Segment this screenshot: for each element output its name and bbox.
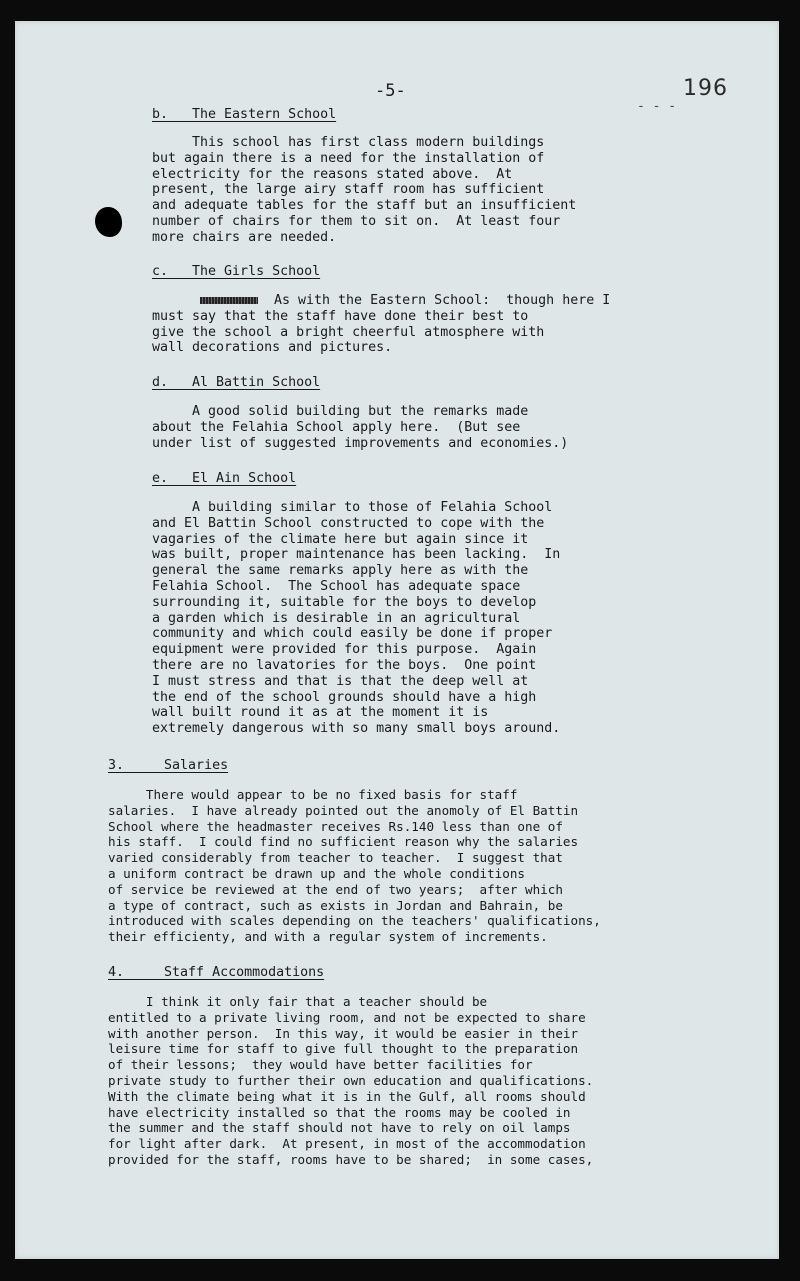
text-line: Felahia School. The School has adequate space (152, 578, 521, 594)
text-line: with another person. In this way, it would be easier in their (108, 1025, 579, 1041)
text-line: for light after dark. At present, in most of the accommodation (108, 1136, 586, 1152)
text-line: private study to further their own education and qualifications. (108, 1072, 594, 1088)
text-line: and adequate tables for the staff but an insufficient (152, 198, 577, 214)
text-line: of service be reviewed at the end of two years; after which (108, 881, 563, 897)
paragraph-staff-accommodations (108, 994, 593, 1168)
text-line: extremely dangerous with so many small boys around. (152, 721, 561, 737)
text-line: the end of the school grounds should have a high (152, 689, 537, 705)
text-line: equipment were provided for this purpose. Again (152, 642, 537, 658)
paragraph-salaries (108, 787, 601, 945)
text-line: but again there is a need for the installation of (152, 150, 545, 166)
text-line: A building similar to those of Felahia School (152, 500, 553, 515)
text-line: A good solid building but the remarks made (152, 404, 529, 419)
text-line: community and which could easily be done if proper (152, 626, 553, 642)
section-heading-staff-accommodations: 4. Staff Accommodations (108, 965, 325, 980)
text-line: There would appear to be no fixed basis for staff (108, 787, 518, 802)
section-heading-el-ain-school: e. El Ain School (152, 471, 297, 486)
text-line: salaries. I have already pointed out the anomoly of El Battin (108, 802, 579, 818)
text-line: their efficienty, and with a regular system of increments. (108, 929, 548, 945)
text-line: was built, proper maintenance has been lacking. In (152, 547, 561, 563)
paragraph-girls-school (152, 293, 610, 356)
paragraph-al-battin-school (152, 404, 568, 451)
page-number: -5- (375, 81, 406, 101)
paragraph-el-ain-school (152, 500, 560, 737)
text-line: the summer and the staff should not have to rely on oil lamps (108, 1120, 571, 1136)
text-line: his staff. I could find no sufficient reason why the salaries (108, 834, 579, 850)
text-line: wall built round it as at the moment it is (152, 705, 489, 721)
text-line: varied considerably from teacher to teacher. I suggest that (108, 850, 563, 866)
text-line: electricity for the reasons stated above. At (152, 166, 513, 182)
text-line: present, the large airy staff room has sufficient (152, 182, 545, 198)
text-line: entitled to a private living room, and not be expected to share (108, 1009, 586, 1025)
text-line: of their lessons; they would have better facilities for (108, 1057, 533, 1073)
text-line: under list of suggested improvements and economies.) (152, 435, 569, 451)
text-line: I think it only fair that a teacher should be (108, 994, 488, 1009)
text-line: vagaries of the climate here but again since it (152, 531, 529, 547)
folio-number: 196 (683, 76, 728, 101)
text-line: must say that the staff have done their best to (152, 308, 529, 324)
punch-hole (95, 207, 122, 237)
text-line: and El Battin School constructed to cope with the (152, 515, 545, 531)
text-line: give the school a bright cheerful atmosphere with (152, 324, 545, 340)
struck-out-word (200, 297, 258, 304)
text-line: I must stress and that is that the deep well at (152, 673, 529, 689)
text-line: there are no lavatories for the boys. One point (152, 657, 537, 673)
text-line (152, 293, 610, 309)
text-line: more chairs are needed. (152, 229, 337, 245)
text-line: provided for the staff, rooms have to be shared; in some cases, (108, 1151, 594, 1167)
typed-page (15, 21, 779, 1259)
text-line: wall decorations and pictures. (152, 340, 393, 356)
section-heading-salaries: 3. Salaries (108, 758, 229, 773)
paragraph-eastern-school (152, 135, 576, 246)
text-line: School where the headmaster receives Rs.140 less than one of (108, 818, 563, 834)
section-heading-eastern-school: b. The Eastern School (152, 107, 337, 122)
text-line: introduced with scales depending on the teachers' qualifications, (108, 913, 601, 929)
text-line: general the same remarks apply here as with the (152, 563, 529, 579)
text-line: leisure time for staff to give full thought to the preparation (108, 1041, 579, 1057)
folio-dash: - - - (637, 99, 677, 114)
section-heading-al-battin-school: d. Al Battin School (152, 375, 321, 390)
text-fragment: As with the Eastern School: though here I (274, 293, 611, 308)
text-line: number of chairs for them to sit on. At least four (152, 213, 561, 229)
text-line: surrounding it, suitable for the boys to develop (152, 594, 537, 610)
text-line: a garden which is desirable in an agricultural (152, 610, 521, 626)
text-line: a uniform contract be drawn up and the whole conditions (108, 865, 526, 881)
text-line: about the Felahia School apply here. (But see (152, 419, 521, 435)
text-line: a type of contract, such as exists in Jordan and Bahrain, be (108, 897, 563, 913)
text-line: have electricity installed so that the rooms may be cooled in (108, 1104, 571, 1120)
text-line: This school has first class modern buildings (152, 135, 545, 150)
text-line: With the climate being what it is in the Gulf, all rooms should (108, 1088, 586, 1104)
section-heading-girls-school: c. The Girls School (152, 264, 321, 279)
